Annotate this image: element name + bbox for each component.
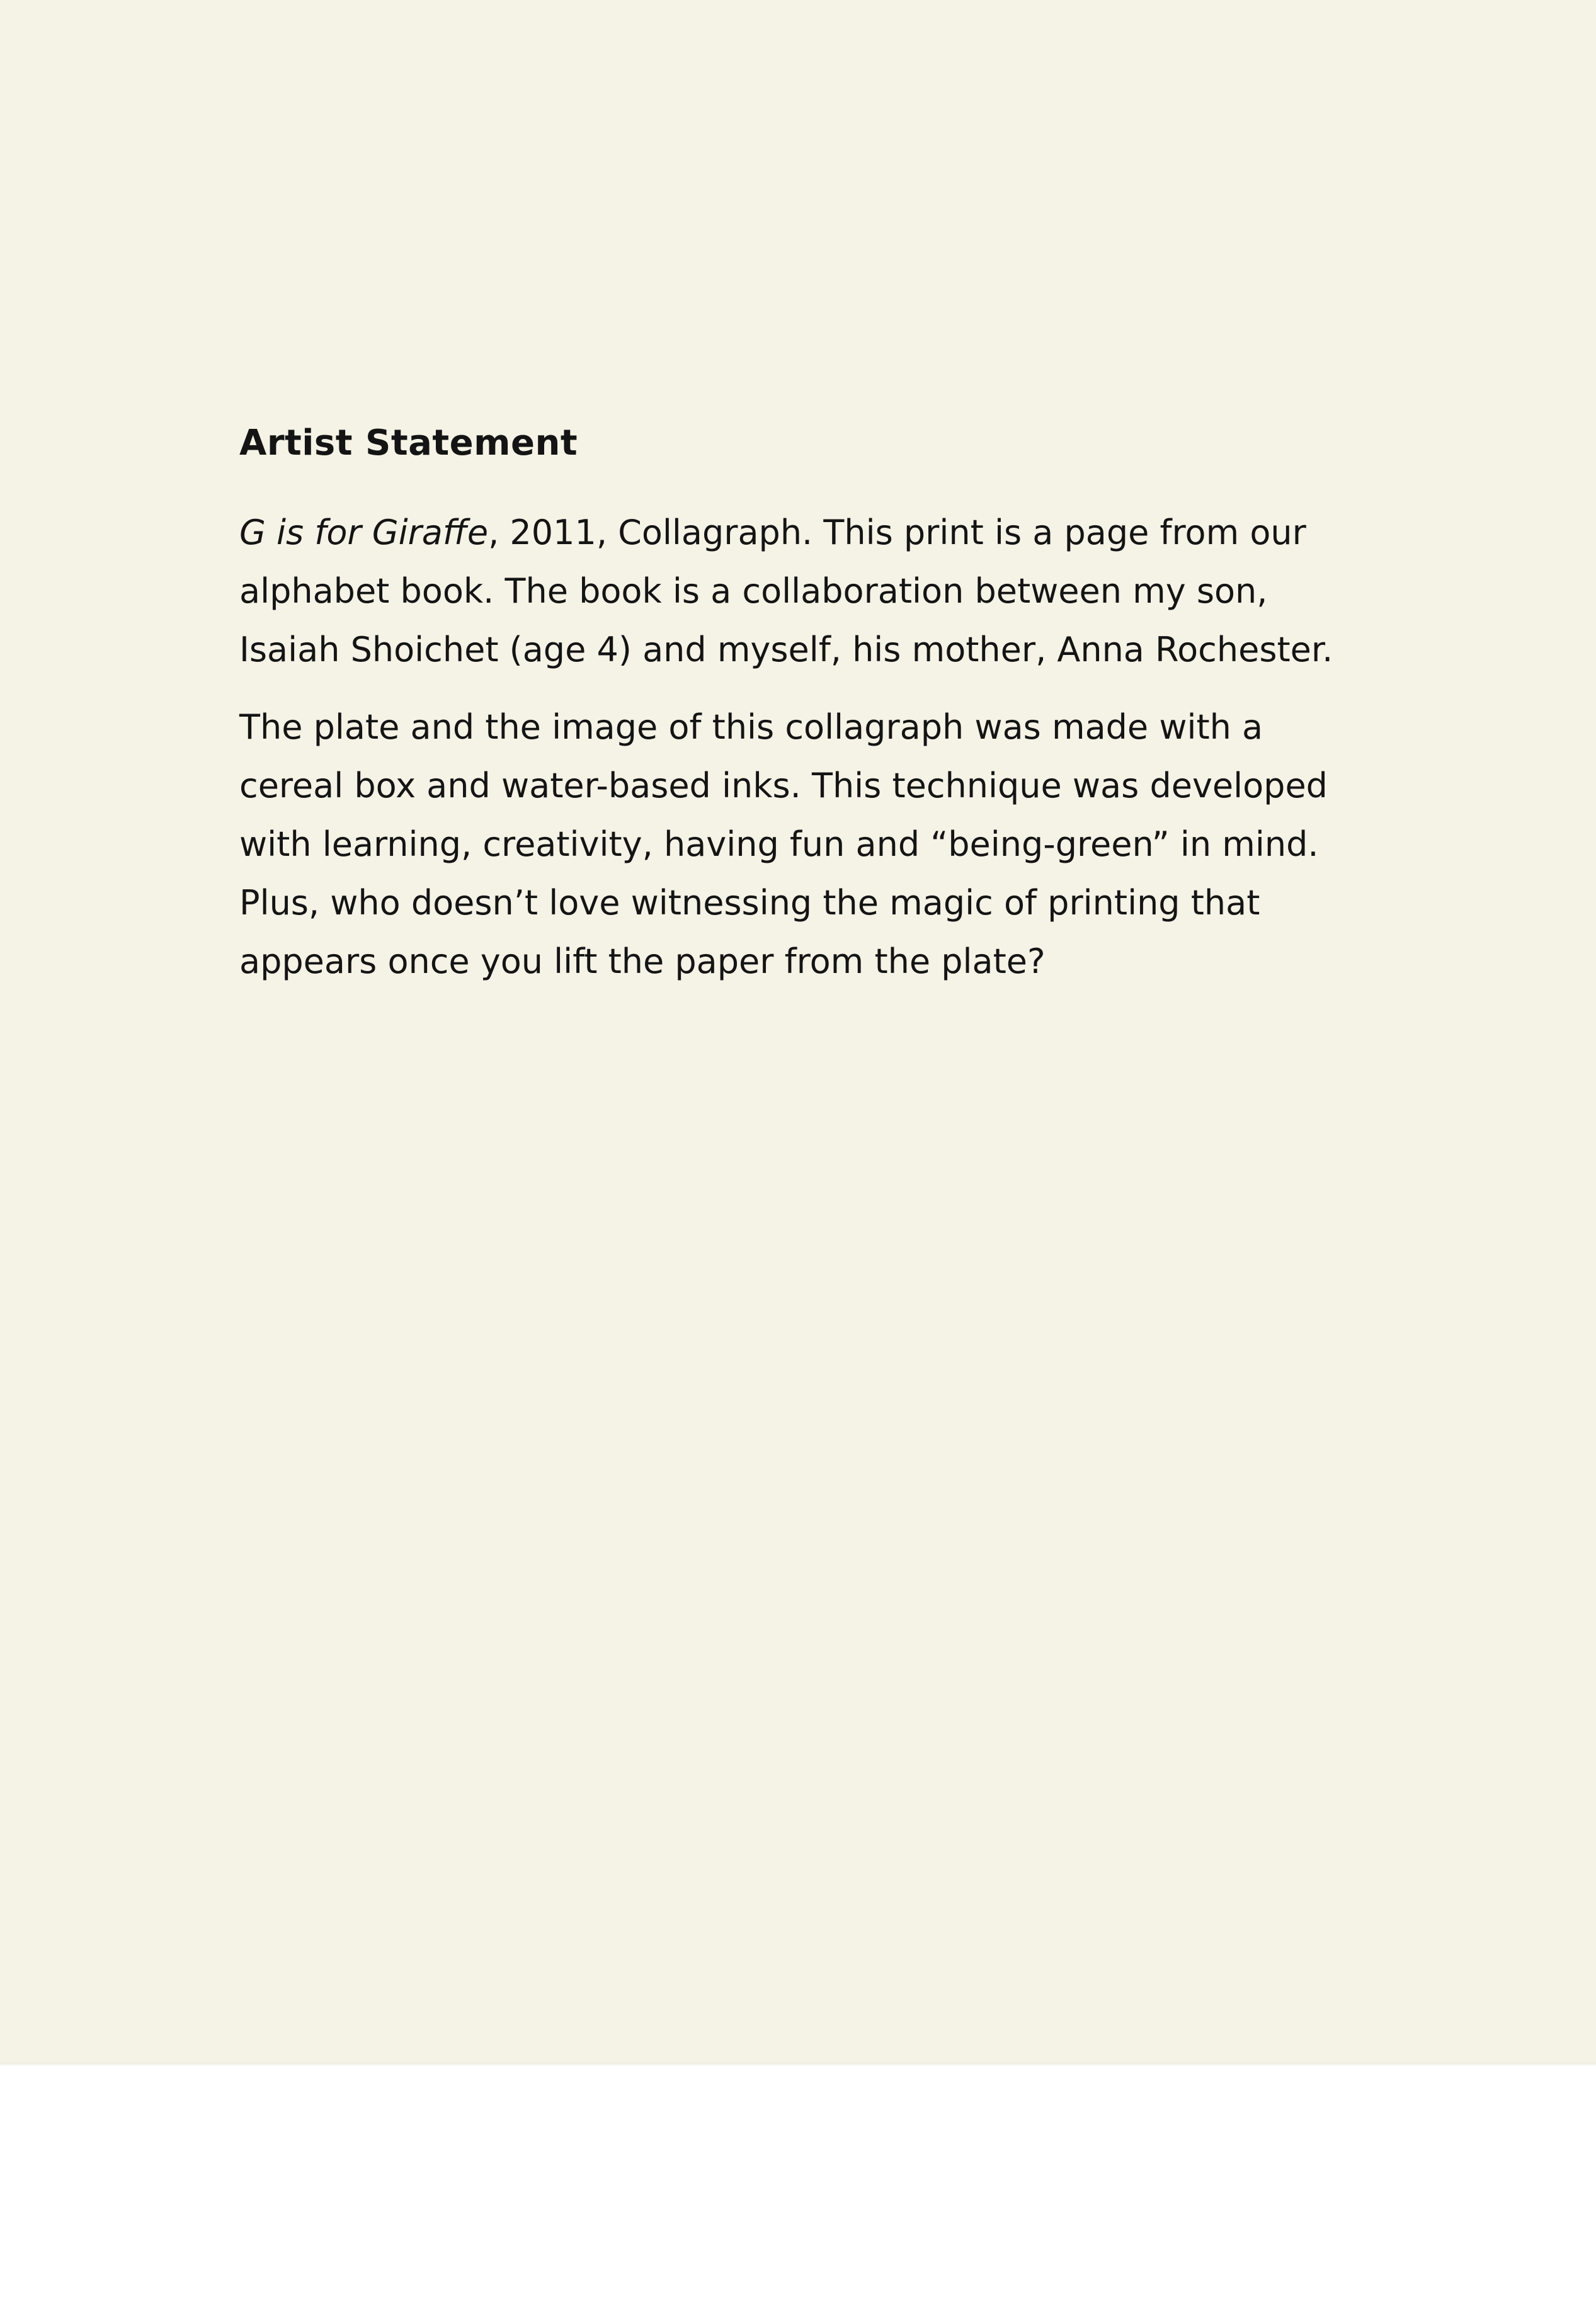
paragraph-1-line-3: Isaiah Shoichet (age 4) and myself, his mother, Anna Rochester. — [239, 630, 1333, 670]
paragraph-2-line-1: The plate and the image of this collagraph was made with a — [239, 707, 1263, 748]
paragraph-2-line-2: cereal box and water-based inks. This technique was developed — [239, 766, 1328, 806]
paragraph-1-line-1 — [239, 503, 1373, 562]
statement-heading: Artist Statement — [239, 423, 578, 464]
statement-paragraph-2 — [239, 698, 1373, 991]
statement-paragraph-1 — [239, 503, 1373, 679]
paragraph-2-line-3: with learning, creativity, having fun and “being-green” in mind. — [239, 824, 1319, 865]
paper-edge-shadow — [0, 2062, 1596, 2066]
artwork-details: , 2011, Collagraph. This print is a page from our — [488, 513, 1306, 553]
paragraph-2-line-4: Plus, who doesn’t love witnessing the magic of printing that — [239, 883, 1260, 923]
paragraph-1-line-2: alphabet book. The book is a collaboration between my son, — [239, 571, 1268, 611]
artist-statement — [239, 422, 1373, 1010]
paragraph-2-line-5: appears once you lift the paper from the plate? — [239, 941, 1046, 982]
artwork-title: G is for Giraffe — [239, 513, 489, 553]
